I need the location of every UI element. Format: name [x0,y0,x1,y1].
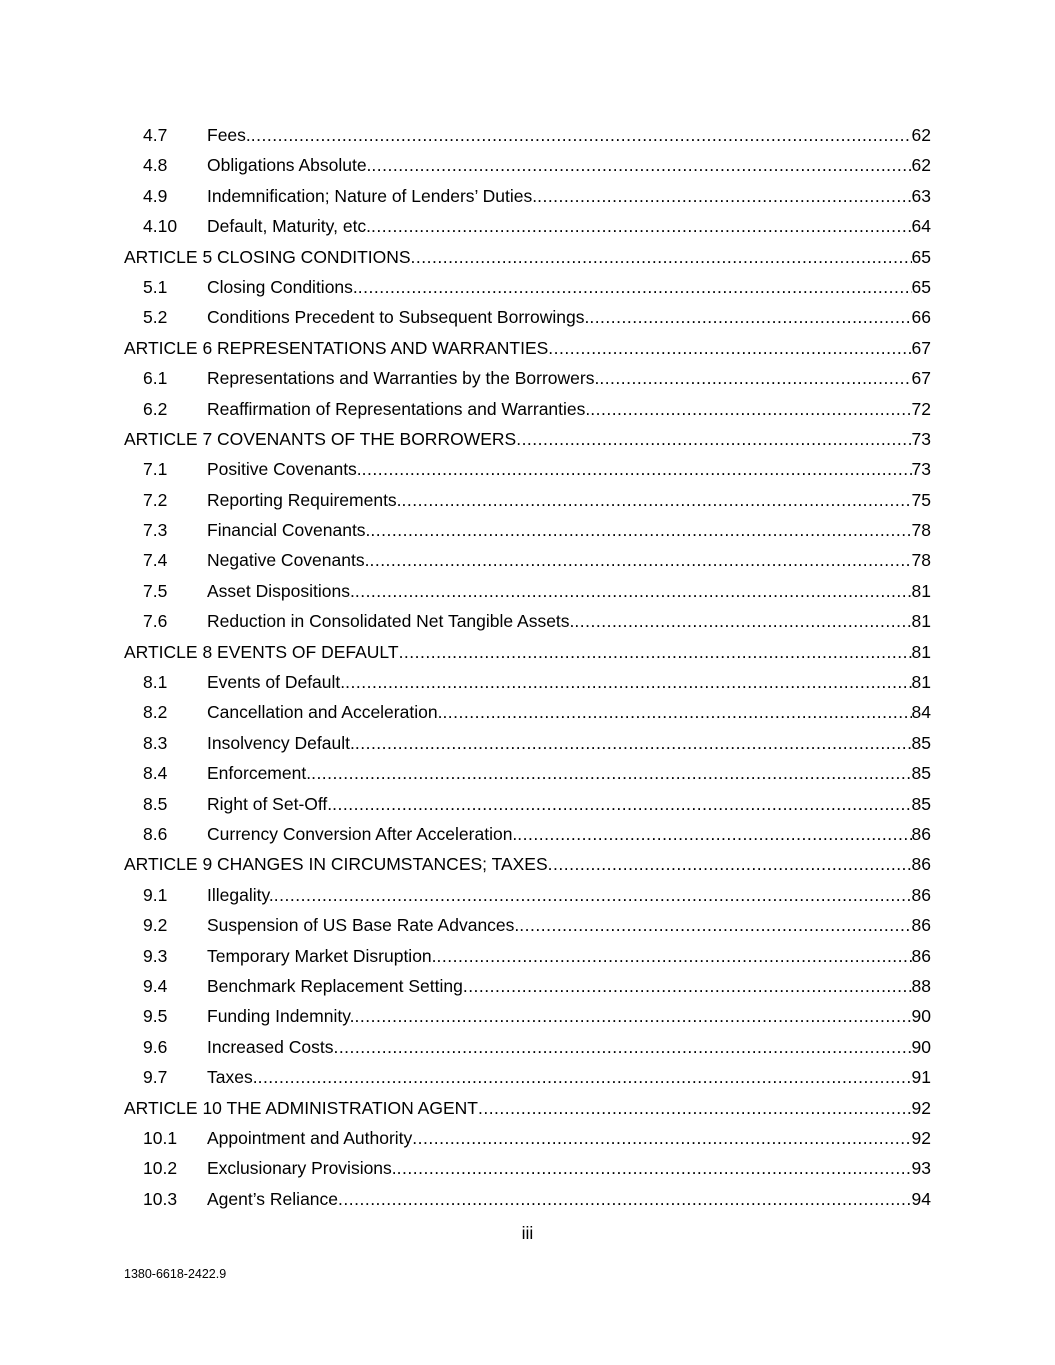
toc-section-number: 9.4 [143,975,168,996]
toc-page-number: 64 [911,216,931,237]
toc-dot-leader [258,1062,912,1092]
toc-page-number: 92 [911,1097,931,1118]
toc-section-title: Benchmark Replacement Setting [207,975,463,996]
toc-page-number: 78 [911,550,931,571]
toc-section-title: Positive Covenants. [207,459,362,480]
toc-article-row[interactable] [124,1093,931,1123]
toc-section-number: 8.6 [143,823,168,844]
toc-dot-leader [399,637,912,667]
toc-article-row[interactable] [124,849,931,879]
toc-dot-leader [402,485,912,515]
toc-section-number: 7.1 [143,459,168,480]
toc-section-row[interactable] [124,485,931,515]
toc-section-row[interactable] [124,120,931,150]
toc-dot-leader [355,576,912,606]
toc-page-number: 91 [911,1067,931,1088]
toc-section-title: Obligations Absolute. [207,155,372,176]
toc-page-number: 72 [911,398,931,419]
toc-section-row[interactable] [124,515,931,545]
toc-section-number: 10.2 [143,1158,178,1179]
toc-section-row[interactable] [124,211,931,241]
toc-dot-leader [412,1123,911,1153]
toc-section-number: 8.2 [143,702,168,723]
toc-section-number: 9.6 [143,1036,168,1057]
toc-article-row[interactable] [124,242,931,272]
toc-section-number: 4.7 [143,125,168,145]
toc-section-number: 4.10 [143,216,178,237]
toc-section-title: Reaffirmation of Representations and Warranties. [207,398,591,419]
toc-section-row[interactable] [124,1184,931,1214]
toc-page-number: 86 [911,823,931,844]
toc-page-number: 86 [911,945,931,966]
toc-section-number: 10.3 [143,1188,178,1209]
toc-section-number: 9.7 [143,1067,168,1088]
toc-dot-leader [362,454,912,484]
toc-section-row[interactable] [124,941,931,971]
toc-page-number: 65 [911,246,931,267]
table-of-contents [124,120,931,1214]
toc-dot-leader [463,971,912,1001]
toc-dot-leader [590,394,911,424]
toc-dot-leader [599,363,911,393]
toc-page-number: 67 [911,337,931,358]
toc-dot-leader [519,910,911,940]
toc-section-row[interactable] [124,1001,931,1031]
toc-dot-leader [311,758,911,788]
toc-section-title: Conditions Precedent to Subsequent Borrowings. [207,307,590,328]
toc-section-row[interactable] [124,606,931,636]
toc-section-title: Agent’s Reliance [207,1188,339,1209]
toc-page-number: 94 [911,1188,931,1209]
toc-dot-leader [355,728,912,758]
toc-page-number: 90 [911,1006,931,1027]
toc-section-row[interactable] [124,1032,931,1062]
toc-dot-leader [516,424,911,454]
document-id: 1380-6618-2422.9 [124,1267,227,1281]
toc-article-title: ARTICLE 9 CHANGES IN CIRCUMSTANCES; TAXES [124,854,548,875]
toc-dot-leader [358,272,912,302]
toc-section-title: Currency Conversion After Acceleration. [207,823,518,844]
toc-page-number: 86 [911,915,931,936]
toc-dot-leader [338,1184,912,1214]
toc-dot-leader [251,120,912,150]
toc-page-number: 73 [911,459,931,480]
toc-page-number: 67 [911,368,931,389]
toc-page-number: 84 [911,702,931,723]
toc-page-number: 93 [911,1158,931,1179]
toc-dot-leader [371,150,911,180]
toc-section-title: Representations and Warranties by the Borrowers. [207,368,600,389]
toc-section-row[interactable] [124,910,931,940]
toc-article-title: ARTICLE 10 THE ADMINISTRATION AGENT [124,1097,478,1118]
toc-page-number: 65 [911,276,931,297]
toc-section-title: Right of Set-Off. [207,793,333,814]
toc-section-row[interactable] [124,728,931,758]
toc-dot-leader [274,880,912,910]
toc-section-row[interactable] [124,181,931,211]
toc-dot-leader [345,667,911,697]
toc-section-number: 6.2 [143,398,168,419]
toc-section-title: Indemnification; Nature of Lenders’ Duties. [207,185,538,206]
toc-section-title: Reduction in Consolidated Net Tangible Assets. [207,611,575,632]
toc-section-number: 8.1 [143,672,168,693]
toc-page-number: 88 [911,975,931,996]
toc-section-number: 5.2 [143,307,168,328]
page-number: iii [521,1223,534,1243]
toc-dot-leader [478,1093,912,1123]
toc-article-title: ARTICLE 7 COVENANTS OF THE BORROWERS [124,428,517,449]
toc-dot-leader [548,333,911,363]
toc-section-row[interactable] [124,819,931,849]
toc-page-number: 81 [911,580,931,601]
toc-article-title: ARTICLE 6 REPRESENTATIONS AND WARRANTIES [124,337,549,358]
toc-dot-leader [442,697,911,727]
toc-article-row[interactable] [124,637,931,667]
toc-page-number: 90 [911,1036,931,1057]
toc-section-row[interactable] [124,150,931,180]
toc-dot-leader [411,242,912,272]
toc-section-number: 9.1 [143,884,168,905]
toc-section-row[interactable] [124,1153,931,1183]
toc-dot-leader [371,211,911,241]
toc-section-title: Temporary Market Disruption. [207,945,437,966]
toc-page-number: 81 [911,672,931,693]
toc-section-title: Financial Covenants. [207,520,371,541]
toc-section-number: 6.1 [143,368,168,389]
toc-page-number: 85 [911,763,931,784]
toc-section-row[interactable] [124,1062,931,1092]
toc-section-title: Asset Dispositions. [207,580,355,601]
toc-section-title: Negative Covenants. [207,550,370,571]
toc-section-number: 5.1 [143,276,168,297]
toc-section-number: 8.5 [143,793,168,814]
toc-article-title: ARTICLE 8 EVENTS OF DEFAULT [124,641,399,662]
toc-section-number: 7.4 [143,550,168,571]
toc-page-number: 92 [911,1127,931,1148]
toc-section-number: 8.3 [143,732,168,753]
toc-dot-leader [333,1032,911,1062]
toc-section-row[interactable] [124,394,931,424]
toc-section-number: 10.1 [143,1127,178,1148]
toc-page-number: 73 [911,428,931,449]
toc-page-number: 75 [911,489,931,510]
toc-page-number: 85 [911,793,931,814]
toc-section-title: Suspension of US Base Rate Advances. [207,915,520,936]
toc-section-title: Reporting Requirements. [207,489,402,510]
toc-section-number: 7.3 [143,520,168,541]
toc-page-number: 62 [911,155,931,176]
toc-section-number: 9.2 [143,915,168,936]
toc-dot-leader [397,1153,912,1183]
toc-section-number: 8.4 [143,763,168,784]
toc-section-row[interactable] [124,880,931,910]
toc-section-title: Appointment and Authority [207,1127,413,1148]
toc-section-title: Illegality. [207,884,274,905]
toc-section-title: Taxes. [207,1067,258,1088]
toc-page-number: 78 [911,520,931,541]
toc-dot-leader [589,302,911,332]
toc-section-title: Increased Costs [207,1036,334,1057]
toc-dot-leader [370,515,911,545]
toc-dot-leader [437,941,912,971]
toc-dot-leader [537,181,911,211]
toc-section-number: 4.8 [143,155,168,176]
toc-page-number: 81 [911,611,931,632]
toc-section-row[interactable] [124,667,931,697]
toc-page-number: 85 [911,732,931,753]
toc-section-row[interactable] [124,971,931,1001]
toc-dot-leader [517,819,911,849]
toc-section-row[interactable] [124,454,931,484]
toc-section-row[interactable] [124,576,931,606]
toc-section-row[interactable] [124,789,931,819]
toc-section-number: 9.5 [143,1006,168,1027]
toc-section-title: Fees. [207,125,251,145]
toc-page-number: 81 [911,641,931,662]
toc-section-row[interactable] [124,758,931,788]
toc-section-title: Closing Conditions. [207,276,358,297]
toc-section-title: Funding Indemnity. [207,1006,355,1027]
toc-section-title: Enforcement. [207,763,312,784]
toc-section-title: Exclusionary Provisions. [207,1158,397,1179]
toc-page-number: 63 [911,185,931,206]
toc-section-row[interactable] [124,697,931,727]
toc-dot-leader [355,1001,912,1031]
toc-section-number: 7.2 [143,489,168,510]
toc-section-row[interactable] [124,302,931,332]
toc-section-row[interactable] [124,363,931,393]
toc-dot-leader [548,849,912,879]
toc-section-number: 4.9 [143,185,168,206]
toc-article-row[interactable] [124,424,931,454]
toc-dot-leader [332,789,911,819]
toc-section-number: 7.5 [143,580,168,601]
toc-section-row[interactable] [124,1123,931,1153]
toc-section-row[interactable] [124,272,931,302]
toc-section-number: 9.3 [143,945,168,966]
toc-section-title: Default, Maturity, etc. [207,216,372,237]
toc-section-title: Cancellation and Acceleration. [207,702,443,723]
toc-page-number: 66 [911,307,931,328]
toc-article-row[interactable] [124,333,931,363]
toc-article-title: ARTICLE 5 CLOSING CONDITIONS [124,246,411,267]
toc-dot-leader [369,545,911,575]
toc-section-title: Events of Default. [207,672,346,693]
toc-page-number: 86 [911,854,931,875]
toc-page-number: 62 [911,125,931,145]
toc-page-number: 86 [911,884,931,905]
toc-section-row[interactable] [124,545,931,575]
toc-dot-leader [574,606,911,636]
toc-section-title: Insolvency Default. [207,732,355,753]
toc-section-number: 7.6 [143,611,168,632]
